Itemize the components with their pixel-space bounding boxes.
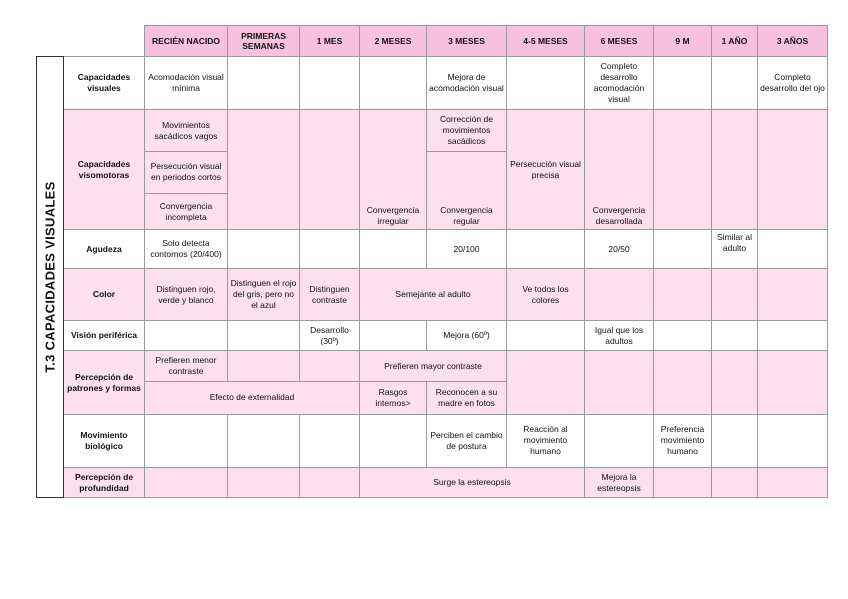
- cell-surge-estereopsis: Surge la estereopsis: [360, 468, 585, 498]
- col-header-3-anos: 3 AÑOS: [758, 26, 828, 57]
- capacidades-visuales-table: [36, 25, 827, 498]
- col-header-4-5-meses: 4-5 MESES: [507, 26, 585, 57]
- row-label-vision-periferica: Visión periférica: [64, 320, 145, 351]
- cell-reaccion-movimiento: Reacción al movimiento humano: [507, 414, 585, 468]
- cell-reconocen-madre: Reconocen a su madre en fotos: [427, 381, 507, 414]
- cell-agudeza-20-50: 20/50: [585, 230, 654, 269]
- cell-convergencia-incompleta: Convergencia incompleta: [145, 193, 228, 230]
- row-label-agudeza: Agudeza: [64, 230, 145, 269]
- cell-efecto-externalidad: Efecto de externalidad: [145, 381, 360, 414]
- cell-convergencia-desarrollada: Convergencia desarrollada: [585, 110, 654, 230]
- col-header-6-meses: 6 MESES: [585, 26, 654, 57]
- row-label-profundidad: Percepción de profundidad: [64, 468, 145, 498]
- cell-convergencia-irregular: Convergencia irregular: [360, 110, 427, 230]
- cell-agudeza-20-100: 20/100: [427, 230, 507, 269]
- cell-convergencia-regular: Convergencia regular: [427, 152, 507, 230]
- cell-mejora-estereopsis: Mejora la estereopsis: [585, 468, 654, 498]
- cell-correccion-sacadicos: Corrección de movimientos sacádicos: [427, 110, 507, 152]
- cell-igual-adultos: Igual que los adultos: [585, 320, 654, 351]
- cell-mayor-contraste: Prefieren mayor contraste: [360, 351, 507, 382]
- cell-rasgos-internos: Rasgos internos>: [360, 381, 427, 414]
- col-header-1-mes: 1 MES: [300, 26, 360, 57]
- cell-semejante-adulto: Semejante al adulto: [360, 269, 507, 321]
- section-title: T.3 CAPACIDADES VISUALES: [42, 181, 58, 373]
- cell-completo-desarrollo-ojo: Completo desarrollo del ojo: [758, 56, 828, 110]
- row-label-movimiento-biologico: Movimiento biológico: [64, 414, 145, 468]
- cell-persecucion-precisa: Persecución visual precisa: [507, 110, 585, 230]
- cell-mejora-acomodacion: Mejora de acomodación visual: [427, 56, 507, 110]
- row-label-patrones-formas: Percepción de patrones y formas: [64, 351, 145, 414]
- cell-todos-colores: Ve todos los colores: [507, 269, 585, 321]
- cell-completo-acomodacion: Completo desarrollo acomodación visual: [585, 56, 654, 110]
- cell-solo-contornos: Solo detecta contornos (20/400): [145, 230, 228, 269]
- col-header-9-m: 9 M: [654, 26, 712, 57]
- cell-sacadicos-vagos: Movimientos sacádicos vagos: [145, 110, 228, 152]
- row-label-capacidades-visuales: Capacidades visuales: [64, 56, 145, 110]
- col-header-1-ano: 1 AÑO: [712, 26, 758, 57]
- col-header-recien-nacido: RECIÉN NACIDO: [145, 26, 228, 57]
- row-label-color: Color: [64, 269, 145, 321]
- col-header-3-meses: 3 MESES: [427, 26, 507, 57]
- cell-menor-contraste: Prefieren menor contraste: [145, 351, 228, 382]
- cell-mejora-60: Mejora (60º): [427, 320, 507, 351]
- cell-desarrollo-30: Desarrollo (30º): [300, 320, 360, 351]
- cell-rojo-gris: Distinguen el rojo del gris, pero no el azul: [228, 269, 300, 321]
- row-label-capacidades-visomotoras: Capacidades visomotoras: [64, 110, 145, 230]
- col-header-2-meses: 2 MESES: [360, 26, 427, 57]
- cell-preferencia-movimiento: Preferencia movimiento humano: [654, 414, 712, 468]
- cell-rojo-verde-blanco: Distinguen rojo, verde y blanco: [145, 269, 228, 321]
- header-corner: [37, 26, 145, 57]
- cell-similar-adulto: Similar al adulto: [712, 230, 758, 269]
- cell-cambio-postura: Perciben el cambio de postura: [427, 414, 507, 468]
- cell-distinguen-contraste: Distinguen contraste: [300, 269, 360, 321]
- col-header-primeras-semanas: PRIMERAS SEMANAS: [228, 26, 300, 57]
- cell-acomodacion-minima: Acomodación visual mínima: [145, 56, 228, 110]
- section-side-title: [37, 56, 64, 497]
- cell-persecucion-periodos-cortos: Persecución visual en periodos cortos: [145, 152, 228, 194]
